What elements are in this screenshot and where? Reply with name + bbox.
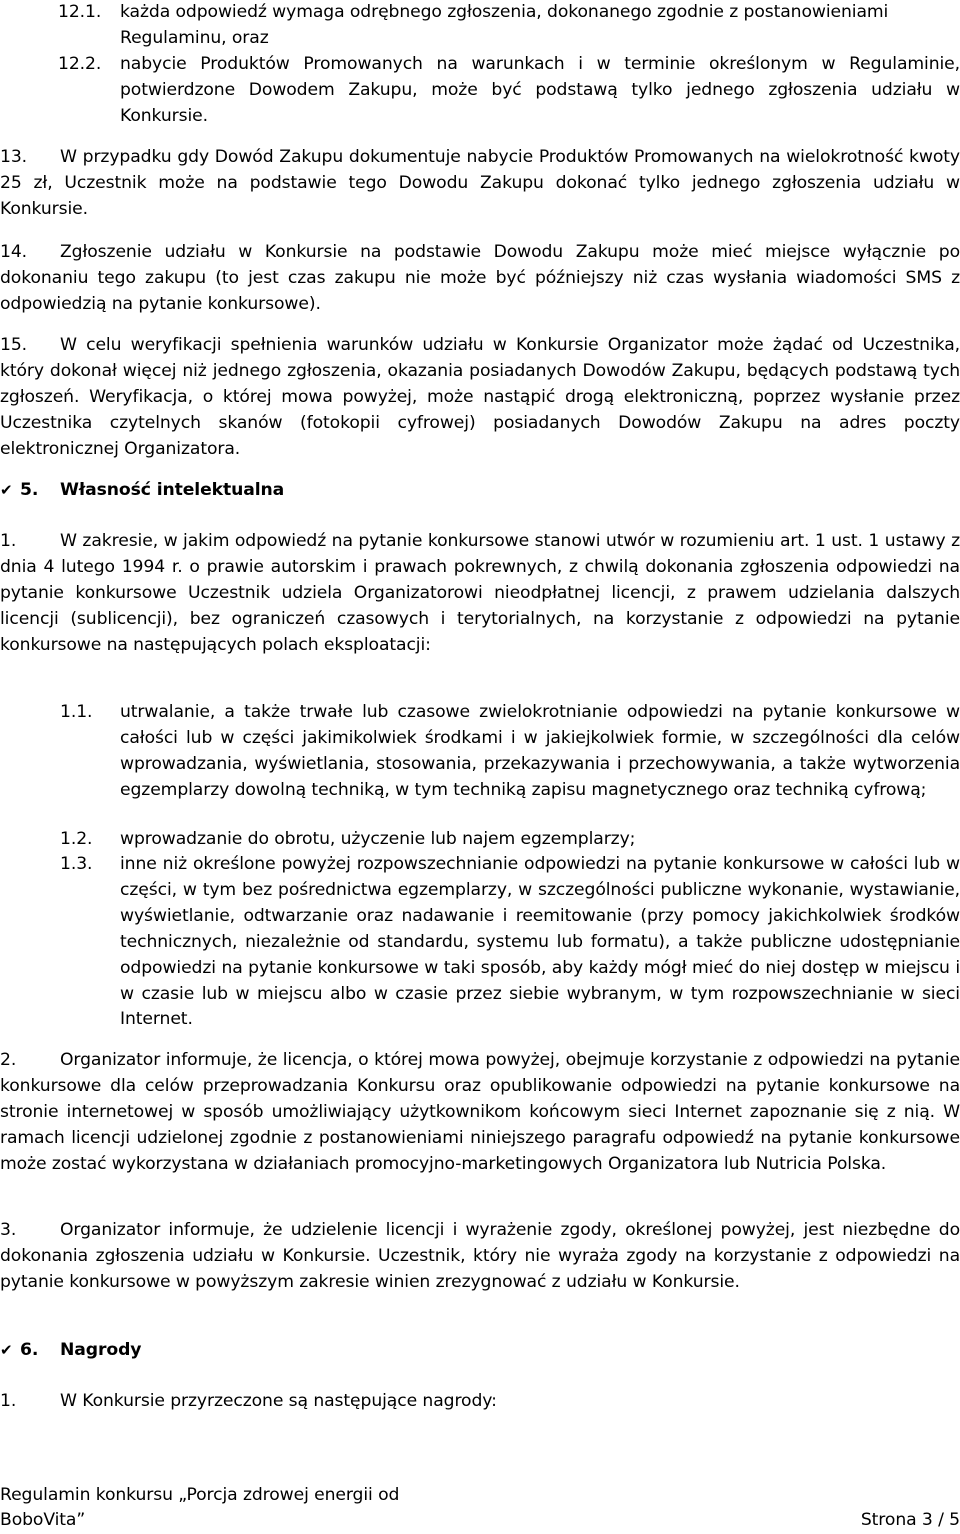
section-heading <box>20 478 420 504</box>
subitem-number: 1.1. <box>60 702 93 722</box>
checkmark-icon: ✔ <box>0 1341 13 1359</box>
paragraph-number: 3. <box>0 1220 17 1240</box>
paragraph-text: W zakresie, w jakim odpowiedź na pytanie konkursowe stanowi utwór w rozumieniu art. 1 ust. 1 ustawy z dnia 4 lutego 1994 r. o prawie autorskim i prawach pokrewnych, z chwilą dokonania zgłoszenia odpowiedzi na pytanie konkursowe Uczestnik udziela Organizatorowi nieodpłatnej licencji, z prawem udzielania dalszych licencji (sublicencji), bez ograniczeń czasowych i terytorialnych, na korzystanie z odpowiedzi na pytanie konkursowe na następujących polach eksploatacji: <box>0 531 960 655</box>
section-title: Własność intelektualna <box>60 480 285 500</box>
page-number: Strona 3 / 5 <box>860 1510 960 1530</box>
paragraph-number: 14. <box>0 242 28 262</box>
paragraph-number: 1. <box>0 1391 17 1411</box>
item-number: 12.1. <box>58 2 102 22</box>
paragraph-number: 2. <box>0 1050 17 1070</box>
item-text: nabycie Produktów Promowanych na warunkach i w terminie określonym w Regulaminie, potwierdzone Dowodem Zakupu, może być podstawą tylko jednego zgłoszenia udziału w Konkursie. <box>120 54 960 126</box>
paragraph-text: Organizator informuje, że udzielenie licencji i wyrażenie zgody, określonej powyżej, jest niezbędne do dokonania zgłoszenia udziału w Konkursie. Uczestnik, który nie wyraża zgody na korzystanie z odpowiedzi na pytanie konkursowe w powyższym zakresie winien zrezygnować z udziału w Konkursie. <box>0 1220 960 1292</box>
paragraph-text: W przypadku gdy Dowód Zakupu dokumentuje nabycie Produktów Promowanych na wielokrotność kwoty 25 zł, Uczestnik może na podstawie tego Dowodu Zakupu dokonać tylko jednego zgłoszenia udziału w Konkursie. <box>0 147 960 219</box>
paragraph-text: W celu weryfikacji spełnienia warunków udziału w Konkursie Organizator może żądać od Uczestnika, który dokonał więcej niż jednego zgłoszenia, okazania posiadanych Dowodów Zakupu, będących podstawą tych zgłoszeń. Weryfikacja, o której mowa powyżej, może nastąpić drogą elektroniczną, poprzez wysłanie przez Uczestnika czytelnych skanów (fotokopii cyfrowej) posiadanych Dowodów Zakupu na adres poczty elektronicznej Organizatora. <box>0 335 960 459</box>
item-text: każda odpowiedź wymaga odrębnego zgłoszenia, dokonanego zgodnie z postanowieniami Regulaminu, oraz <box>120 2 889 48</box>
item-number: 12.2. <box>58 54 102 74</box>
subitem-number: 1.3. <box>60 854 93 874</box>
checkmark-icon: ✔ <box>0 481 13 499</box>
subitem-text: utrwalanie, a także trwałe lub czasowe zwielokrotnianie odpowiedzi na pytanie konkursowe w całości lub w części jakimikolwiek środkami i w jakiejkolwiek formie, w szczególności dla celów wprowadzania, wyświetlania, stosowania, przekazywania i przechowywania, a także wytworzenia egzemplarzy dowolną techniką, w tym techniką zapisu magnetycznego oraz techniką cyfrową; <box>120 702 960 800</box>
paragraph-number: 1. <box>0 531 17 551</box>
section-number: 5. <box>20 480 39 500</box>
subitem-text: inne niż określone powyżej rozpowszechnianie odpowiedzi na pytanie konkursowe w całości lub w części, w tym bez pośrednictwa egzemplarzy, w szczególności publiczne wykonanie, wystawianie, wyświetlanie, odtwarzanie oraz nadawanie i reemitowanie (przy pomocy jakichkolwiek środków technicznych, niezależnie od standardu, systemu lub formatu), a także publiczne udostępnianie odpowiedzi na pytanie konkursowe w taki sposób, aby każdy mógł mieć do niej dostęp w miejscu i w czasie lub w miejscu albo w czasie przez siebie wybranym, w tym rozpowszechnianie w sieci Internet. <box>120 854 960 1030</box>
section-title: Nagrody <box>60 1340 142 1360</box>
subitem-text: wprowadzanie do obrotu, użyczenie lub najem egzemplarzy; <box>120 829 636 849</box>
paragraph-text: W Konkursie przyrzeczone są następujące nagrody: <box>60 1391 497 1411</box>
footer-title: Regulamin konkursu „Porcja zdrowej energii od <box>0 1485 400 1505</box>
subitem-number: 1.2. <box>60 829 93 849</box>
paragraph-number: 15. <box>0 335 28 355</box>
paragraph-number: 13. <box>0 147 28 167</box>
footer-title-continued: BoboVita” <box>0 1510 86 1530</box>
section-number: 6. <box>20 1340 39 1360</box>
paragraph-text: Zgłoszenie udziału w Konkursie na podstawie Dowodu Zakupu może mieć miejsce wyłącznie po dokonaniu tego zakupu (to jest czas zakupu nie może być późniejszy niż czas wysłania wiadomości SMS z odpowiedzią na pytanie konkursowe). <box>0 242 960 314</box>
paragraph-text: Organizator informuje, że licencja, o której mowa powyżej, obejmuje korzystanie z odpowiedzi na pytanie konkursowe dla celów przeprowadzania Konkursu oraz opublikowanie odpowiedzi na pytanie konkursowe na stronie internetowej w sposób umożliwiający użytkownikom końcowym sieci Internet zapoznanie się z nią. W ramach licencji udzielonej zgodnie z postanowieniami niniejszego paragrafu odpowiedź na pytanie konkursowe może zostać wykorzystana w działaniach promocyjno-marketingowych Organizatora lub Nutricia Polska. <box>0 1050 960 1174</box>
section-heading <box>20 1338 420 1364</box>
